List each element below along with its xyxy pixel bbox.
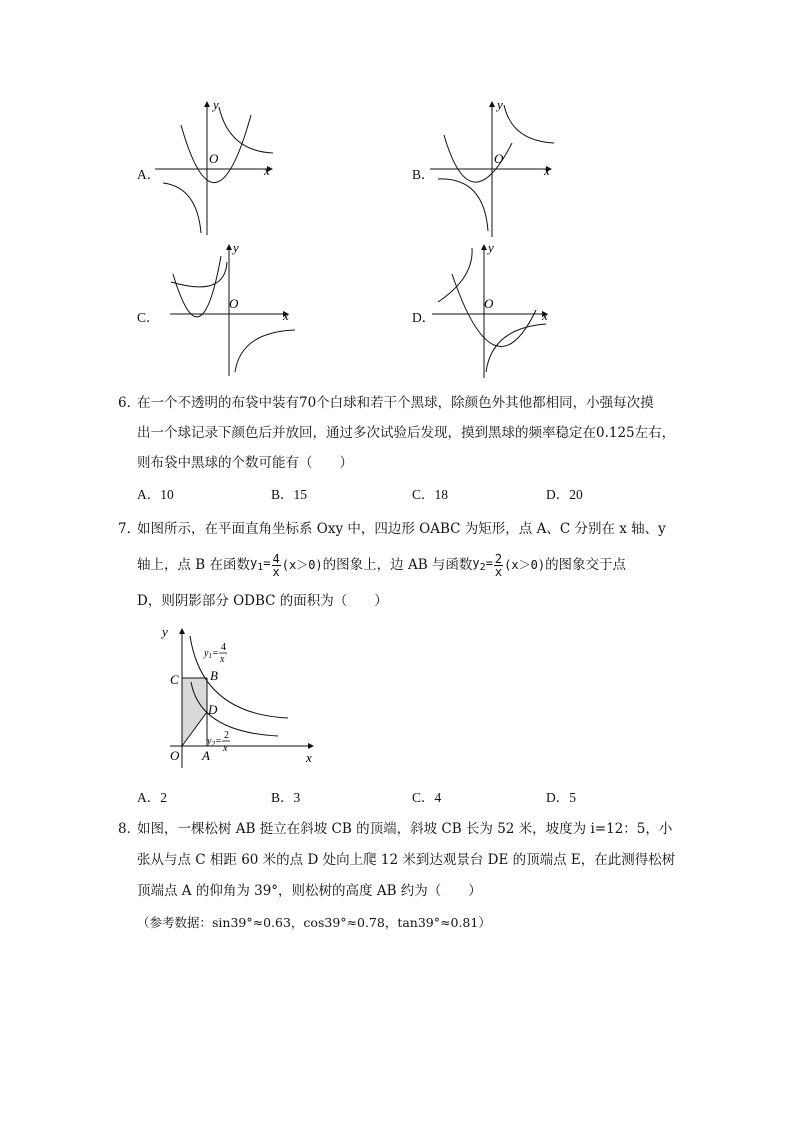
q7-fn1-den: x xyxy=(272,564,280,579)
origin-label: O xyxy=(494,151,504,166)
q7-line2-part-c: 的图象交于点 xyxy=(545,557,627,573)
q5-option-c-label[interactable]: C． xyxy=(137,310,160,325)
fig-y2-label: $y_2=$ xyxy=(207,736,222,748)
fig-y1-num: 4 xyxy=(221,642,226,653)
parabola xyxy=(452,274,536,347)
x-label: x xyxy=(264,163,270,178)
fig-c-label: C xyxy=(170,672,179,687)
origin-label: O xyxy=(484,296,494,311)
q6-stem-line-3: 则布袋中黑球的个数可能有（ ） xyxy=(137,455,353,471)
fig-y1-den: x xyxy=(220,654,225,665)
hyperbola-branch-q2 xyxy=(438,248,472,302)
hyperbola-branch-q1 xyxy=(219,107,273,153)
parabola xyxy=(181,115,251,183)
q7-option-d[interactable]: D．5 xyxy=(546,790,576,805)
q7-line2-part-a: 轴上，点 B 在函数 xyxy=(137,557,251,573)
q7-fn1-fraction xyxy=(272,553,281,578)
q8-reference-data: （参考数据：sin39°≈0.63，cos39°≈0.78，tan39°≈0.81） xyxy=(137,915,491,930)
q7-stem-line-1: 如图所示，在平面直角坐标系 Oxy 中，四边形 OABC 为矩形，点 A、C 分别在 x 轴、y xyxy=(137,521,666,537)
q7-fn2-name: y xyxy=(472,555,480,570)
q7-fn1-name: y xyxy=(250,555,258,570)
q7-fn2-num: 2 xyxy=(494,551,503,566)
q8-number: 8． xyxy=(118,821,141,837)
q5-option-a-label[interactable]: A． xyxy=(137,167,161,182)
y-axis-arrow xyxy=(179,628,185,634)
q7-figure xyxy=(160,622,320,770)
q6-option-c[interactable]: C．18 xyxy=(412,487,449,502)
origin-label: O xyxy=(229,296,239,311)
q7-option-a[interactable]: A．2 xyxy=(137,790,167,805)
q7-fn2-cond: (x＞0) xyxy=(504,558,546,572)
fig-y1-label: $y_1=$ xyxy=(204,648,219,660)
hyperbola-branch-q3 xyxy=(163,183,201,233)
q7-number: 7． xyxy=(118,521,141,537)
y-axis-arrow xyxy=(204,101,210,107)
y-label: y xyxy=(233,240,239,255)
q7-fn2-den: x xyxy=(494,564,503,579)
q7-stem-line-2 xyxy=(137,551,626,579)
origin-label: O xyxy=(209,151,219,166)
y-axis-arrow xyxy=(481,244,487,250)
q6-stem-line-1: 在一个不透明的布袋中装有70个白球和若干个黑球，除颜色外其他都相同，小强每次摸 xyxy=(137,395,654,411)
q6-option-d[interactable]: D．20 xyxy=(546,487,583,502)
q6-number: 6． xyxy=(118,395,141,411)
q7-fn2: $y_2=$ xyxy=(472,555,493,573)
hyperbola-branch-q4 xyxy=(486,324,546,372)
x-label: x xyxy=(542,308,548,323)
hyperbola-branch-q1 xyxy=(504,105,554,143)
q7-option-c[interactable]: C．4 xyxy=(412,790,442,805)
q7-fn1-sub: 1 xyxy=(257,561,264,573)
fig-x-label: x xyxy=(306,750,312,765)
hyperbola-branch-q3 xyxy=(438,179,488,231)
x-label: x xyxy=(283,308,289,323)
q7-line2-part-b: 的图象上，边 AB 与函数 xyxy=(322,557,473,573)
fig-y-label: y xyxy=(162,624,168,639)
q6-stem-line-2: 出一个球记录下颜色后并放回，通过多次试验后发现，摸到黑球的频率稳定在0.125左右， xyxy=(137,425,676,441)
fig-a-label: A xyxy=(202,748,210,763)
q5-option-a-graph xyxy=(155,95,280,240)
y-label: y xyxy=(497,97,503,112)
q5-option-b-label[interactable]: B． xyxy=(412,167,435,182)
fig-y2-den: x xyxy=(223,743,228,754)
q5-option-d-graph xyxy=(430,238,560,383)
y-label: y xyxy=(488,240,494,255)
x-axis-arrow xyxy=(308,743,314,749)
y-axis-arrow xyxy=(489,101,495,107)
hyperbola-branch-q4 xyxy=(235,330,295,372)
q5-option-c-graph xyxy=(155,238,300,378)
q8-stem-line-3: 顶端点 A 的仰角为 39°，则松树的高度 AB 约为（ ） xyxy=(137,883,482,899)
q8-stem-line-2: 张从与点 C 相距 60 米的点 D 处向上爬 12 米到达观景台 DE 的顶端点 E，在此测得松树 xyxy=(137,852,676,868)
fig-y2-num: 2 xyxy=(224,730,229,741)
q7-fn1-cond: (x＞0) xyxy=(281,558,323,572)
q8-stem-line-1: 如图，一棵松树 AB 挺立在斜坡 CB 的顶端，斜坡 CB 长为 52 米，坡度为 i=12：5，小 xyxy=(137,821,673,837)
q7-fn2-fraction xyxy=(494,553,503,578)
q7-stem-line-3: D，则阴影部分 ODBC 的面积为（ ） xyxy=(137,593,388,609)
fig-b-label: B xyxy=(210,668,218,683)
fig-d-label: D xyxy=(208,702,218,717)
q7-fn2-sub: 2 xyxy=(479,561,486,573)
q6-option-a[interactable]: A．10 xyxy=(137,487,174,502)
q7-fn1-num: 4 xyxy=(272,551,280,566)
fig-o-label: O xyxy=(170,748,180,763)
y-axis-arrow xyxy=(226,244,232,250)
y-label: y xyxy=(213,97,219,112)
q7-fn1: $y_1=$ xyxy=(250,555,271,573)
q5-option-b-graph xyxy=(430,95,560,240)
hyperbola-branch-q2 xyxy=(171,262,227,287)
shaded-region-odbc xyxy=(182,678,207,746)
x-label: x xyxy=(544,163,550,178)
q7-option-b[interactable]: B．3 xyxy=(271,790,301,805)
q6-option-b[interactable]: B．15 xyxy=(271,487,308,502)
q5-option-d-label[interactable]: D． xyxy=(412,310,436,325)
